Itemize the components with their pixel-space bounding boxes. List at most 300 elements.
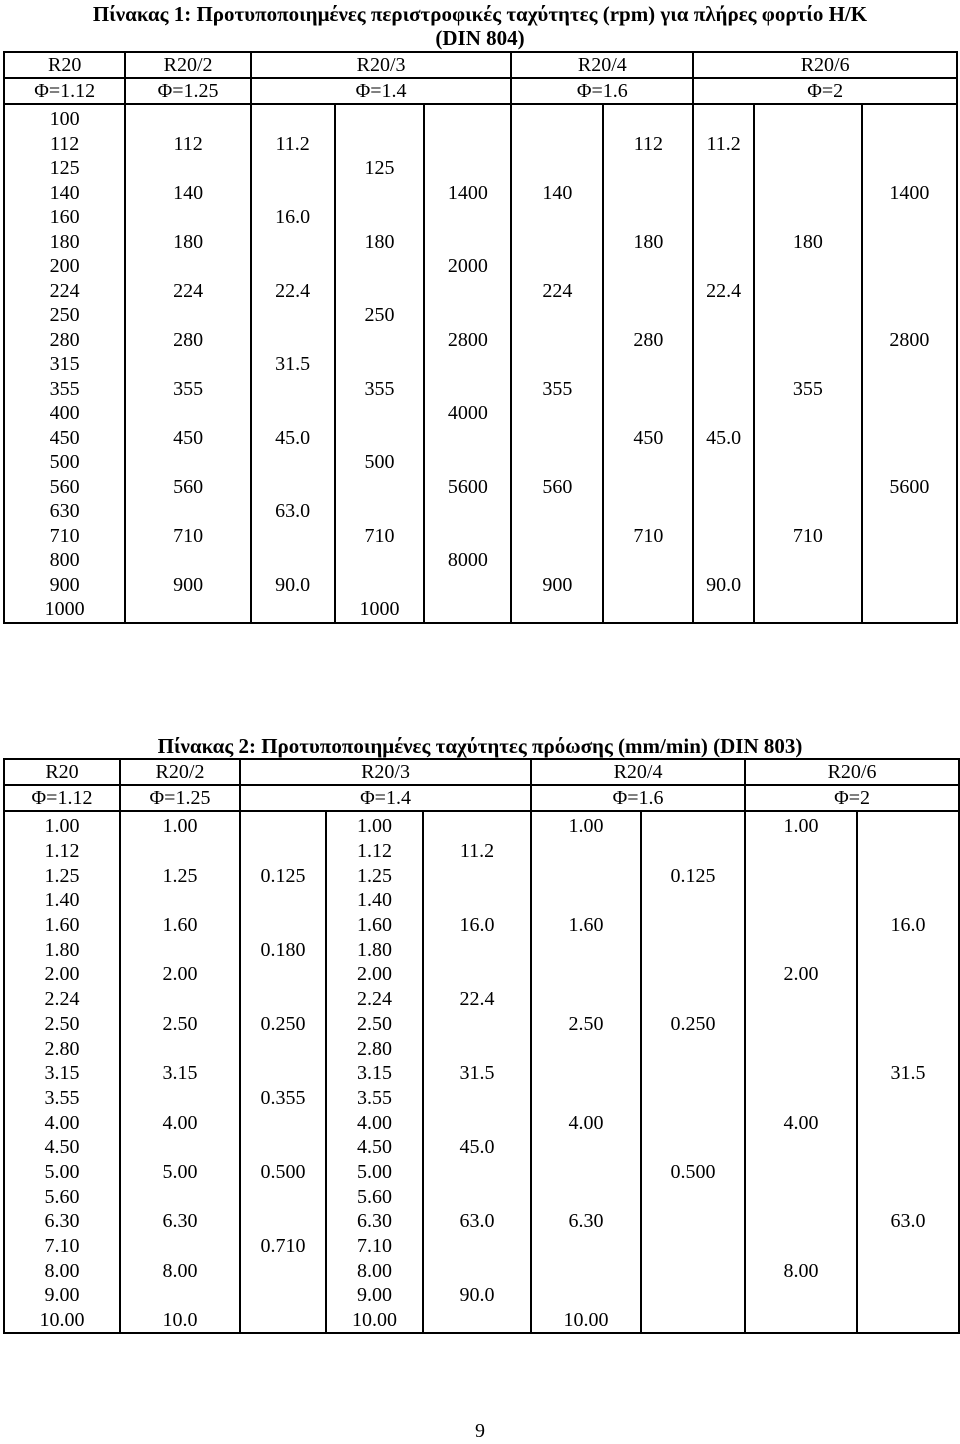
table-cell: [335, 573, 425, 598]
table-cell: [641, 1258, 745, 1283]
table-cell: [335, 205, 425, 230]
table-cell: [603, 548, 693, 573]
table-cell: [335, 104, 425, 132]
table-cell: [125, 597, 251, 623]
table-cell: 22.4: [423, 987, 531, 1012]
table-cell: [423, 863, 531, 888]
table-cell: [862, 104, 957, 132]
table-cell: [693, 475, 754, 500]
table-cell: [754, 104, 862, 132]
table-cell: 16.0: [423, 913, 531, 938]
table-cell: [754, 328, 862, 353]
ratio-header-cell: Φ=1.6: [531, 785, 745, 811]
table-cell: [120, 1135, 240, 1160]
table-cell: 355: [511, 377, 603, 402]
series-header-cell: R20/6: [693, 52, 957, 78]
table-cell: [862, 156, 957, 181]
table-cell: [251, 104, 335, 132]
table-row: [4, 1308, 959, 1334]
table-row: [4, 279, 957, 304]
table-cell: 3.55: [326, 1086, 423, 1111]
table-cell: [693, 328, 754, 353]
table-row: [4, 1135, 959, 1160]
table-cell: [693, 303, 754, 328]
table-cell: [511, 426, 603, 451]
table-cell: [423, 962, 531, 987]
table-cell: 1400: [862, 181, 957, 206]
table-cell: [603, 377, 693, 402]
table-cell: [641, 1036, 745, 1061]
table-cell: [240, 1308, 326, 1334]
table-row: [4, 1036, 959, 1061]
table-cell: [240, 888, 326, 913]
table-cell: [423, 1258, 531, 1283]
table-cell: 0.500: [240, 1160, 326, 1185]
table-cell: [511, 254, 603, 279]
table-cell: [754, 426, 862, 451]
table-cell: 180: [335, 230, 425, 255]
series-header-cell: R20/6: [745, 759, 959, 785]
table-cell: [862, 573, 957, 598]
table-cell: [857, 863, 959, 888]
table-cell: [754, 548, 862, 573]
table-cell: [511, 548, 603, 573]
table-cell: [754, 132, 862, 157]
table-cell: [335, 132, 425, 157]
table-cell: 90.0: [693, 573, 754, 598]
table-cell: [641, 888, 745, 913]
table-cell: 4.00: [745, 1110, 857, 1135]
table-cell: 355: [335, 377, 425, 402]
table-cell: [754, 573, 862, 598]
table-cell: 500: [4, 450, 125, 475]
table-row: [4, 1234, 959, 1259]
table-cell: 16.0: [251, 205, 335, 230]
table-cell: 22.4: [251, 279, 335, 304]
table-cell: 2.80: [4, 1036, 120, 1061]
table-cell: [745, 1036, 857, 1061]
ratio-header-cell: Φ=2: [745, 785, 959, 811]
table1-title: [0, 2, 960, 50]
table-cell: 560: [125, 475, 251, 500]
table-cell: 180: [603, 230, 693, 255]
table-row: [4, 156, 957, 181]
table-cell: 6.30: [4, 1209, 120, 1234]
table-cell: [251, 303, 335, 328]
table-cell: [423, 811, 531, 839]
table-cell: 710: [4, 524, 125, 549]
table-cell: [424, 450, 511, 475]
table-cell: 900: [4, 573, 125, 598]
table-cell: 31.5: [857, 1061, 959, 1086]
table-cell: 2.50: [120, 1012, 240, 1037]
table-cell: [641, 1135, 745, 1160]
table-cell: 4.00: [4, 1110, 120, 1135]
table-cell: [511, 352, 603, 377]
table-row: [4, 1086, 959, 1111]
table-cell: [641, 811, 745, 839]
table-cell: [424, 573, 511, 598]
table-cell: [693, 499, 754, 524]
table-cell: [862, 303, 957, 328]
table-cell: [251, 230, 335, 255]
table-cell: [862, 279, 957, 304]
table-cell: [531, 1258, 641, 1283]
series-header-cell: R20: [4, 52, 125, 78]
table-cell: [335, 254, 425, 279]
table-cell: [745, 937, 857, 962]
table-cell: [511, 597, 603, 623]
table-row: [4, 937, 959, 962]
table-cell: 2800: [424, 328, 511, 353]
table-row: [4, 475, 957, 500]
table-cell: [693, 205, 754, 230]
table-cell: 45.0: [251, 426, 335, 451]
table-row: [4, 499, 957, 524]
table-cell: [335, 499, 425, 524]
table-cell: [745, 1308, 857, 1334]
table-cell: [603, 450, 693, 475]
series-header-row: [4, 52, 957, 78]
table-cell: [125, 352, 251, 377]
table-cell: [240, 1061, 326, 1086]
table-cell: 3.15: [326, 1061, 423, 1086]
table-cell: [857, 987, 959, 1012]
table-cell: [745, 1012, 857, 1037]
table-cell: [862, 205, 957, 230]
series-header-cell: R20: [4, 759, 120, 785]
table-cell: [862, 597, 957, 623]
table-cell: 180: [754, 230, 862, 255]
table-cell: 10.0: [120, 1308, 240, 1334]
table-cell: [603, 279, 693, 304]
table-cell: [335, 352, 425, 377]
series-header-cell: R20/4: [511, 52, 693, 78]
table-row: [4, 450, 957, 475]
table-cell: 160: [4, 205, 125, 230]
table-cell: [693, 450, 754, 475]
table-cell: [641, 1110, 745, 1135]
table-cell: 5.00: [120, 1160, 240, 1185]
table-row: [4, 987, 959, 1012]
table-cell: 1.00: [531, 811, 641, 839]
table-cell: 1.12: [326, 839, 423, 864]
table-cell: 63.0: [857, 1209, 959, 1234]
table-cell: [603, 475, 693, 500]
table-cell: [862, 230, 957, 255]
table2-title: Πίνακας 2: Προτυποποιημένες ταχύτητες πρόωσης (mm/min) (DIN 803): [157, 734, 803, 758]
table-cell: [335, 181, 425, 206]
table-cell: 2.00: [745, 962, 857, 987]
table-cell: 224: [511, 279, 603, 304]
table-cell: [424, 132, 511, 157]
table-cell: [424, 377, 511, 402]
table-row: [4, 1258, 959, 1283]
table-cell: [857, 1012, 959, 1037]
table-cell: [693, 548, 754, 573]
table-cell: 90.0: [423, 1283, 531, 1308]
table-row: [4, 573, 957, 598]
table-cell: [240, 1135, 326, 1160]
table-cell: [641, 1184, 745, 1209]
table-cell: [754, 499, 862, 524]
table-cell: 0.125: [641, 863, 745, 888]
table-cell: 1.60: [120, 913, 240, 938]
feed-table: [3, 758, 960, 1334]
table-cell: [603, 499, 693, 524]
table-cell: [531, 839, 641, 864]
table-cell: [511, 132, 603, 157]
table-cell: 355: [125, 377, 251, 402]
table-row: [4, 597, 957, 623]
table-cell: [125, 499, 251, 524]
table-cell: 6.30: [531, 1209, 641, 1234]
table-cell: 6.30: [326, 1209, 423, 1234]
table-cell: [240, 987, 326, 1012]
table-cell: 1.60: [326, 913, 423, 938]
table-cell: 450: [603, 426, 693, 451]
table-cell: 1.40: [326, 888, 423, 913]
table-cell: 5600: [862, 475, 957, 500]
table-cell: [857, 839, 959, 864]
table-cell: 5600: [424, 475, 511, 500]
table-cell: 630: [4, 499, 125, 524]
table-cell: [862, 548, 957, 573]
table-cell: 9.00: [4, 1283, 120, 1308]
table-row: [4, 230, 957, 255]
table-cell: [424, 499, 511, 524]
table-row: [4, 401, 957, 426]
table-cell: [251, 156, 335, 181]
table-cell: 355: [4, 377, 125, 402]
table-cell: [423, 1234, 531, 1259]
table-cell: 8000: [424, 548, 511, 573]
table-cell: 2.50: [531, 1012, 641, 1037]
table-cell: [857, 937, 959, 962]
table-cell: [125, 450, 251, 475]
table-cell: [240, 962, 326, 987]
table-cell: [603, 254, 693, 279]
table-cell: 1000: [4, 597, 125, 623]
ratio-header-cell: Φ=1.25: [125, 78, 251, 104]
table-cell: 3.15: [120, 1061, 240, 1086]
table-cell: [240, 1258, 326, 1283]
table-cell: 2000: [424, 254, 511, 279]
table-cell: 1.00: [120, 811, 240, 839]
table-cell: [251, 254, 335, 279]
table-cell: [251, 328, 335, 353]
table-cell: [603, 573, 693, 598]
table-cell: [531, 1036, 641, 1061]
table-cell: 125: [4, 156, 125, 181]
table-cell: 140: [125, 181, 251, 206]
table-cell: 45.0: [423, 1135, 531, 1160]
table-cell: [745, 913, 857, 938]
table-cell: [511, 499, 603, 524]
table-cell: 100: [4, 104, 125, 132]
table-cell: [423, 888, 531, 913]
table-cell: [857, 1036, 959, 1061]
page-number: 9: [475, 1420, 485, 1442]
table-cell: [531, 1283, 641, 1308]
table-cell: 500: [335, 450, 425, 475]
ratio-header-cell: Φ=1.25: [120, 785, 240, 811]
table-cell: 1.60: [4, 913, 120, 938]
series-header-cell: R20/2: [120, 759, 240, 785]
table-cell: 250: [4, 303, 125, 328]
ratio-header-cell: Φ=1.12: [4, 785, 120, 811]
table-cell: [125, 401, 251, 426]
table-cell: [511, 104, 603, 132]
table-cell: [693, 377, 754, 402]
table-cell: 900: [125, 573, 251, 598]
table-cell: [603, 597, 693, 623]
table-cell: 0.125: [240, 863, 326, 888]
table-cell: [240, 913, 326, 938]
table-cell: 7.10: [4, 1234, 120, 1259]
table-cell: [745, 1086, 857, 1111]
table-cell: [745, 839, 857, 864]
table-cell: [857, 1308, 959, 1334]
table-cell: [423, 1308, 531, 1334]
table-cell: [120, 1234, 240, 1259]
table-cell: [120, 1283, 240, 1308]
table-cell: [240, 811, 326, 839]
table-row: [4, 254, 957, 279]
table-cell: [862, 499, 957, 524]
table-cell: 4.00: [120, 1110, 240, 1135]
ratio-header-cell: Φ=1.4: [240, 785, 531, 811]
table-cell: 125: [335, 156, 425, 181]
table-cell: [424, 303, 511, 328]
table-row: [4, 1209, 959, 1234]
table-cell: [120, 937, 240, 962]
table-cell: [120, 839, 240, 864]
table-cell: [511, 156, 603, 181]
table-cell: 2.00: [120, 962, 240, 987]
table-cell: 63.0: [423, 1209, 531, 1234]
table-row: [4, 913, 959, 938]
table-cell: [251, 401, 335, 426]
table-cell: [423, 1012, 531, 1037]
table-cell: 1.25: [120, 863, 240, 888]
table-cell: 0.500: [641, 1160, 745, 1185]
table-cell: 8.00: [4, 1258, 120, 1283]
table-cell: 355: [754, 377, 862, 402]
table-cell: 4.50: [4, 1135, 120, 1160]
table-cell: 1.25: [4, 863, 120, 888]
table-cell: [511, 328, 603, 353]
table-cell: [745, 1234, 857, 1259]
table-cell: [745, 1061, 857, 1086]
table-cell: [240, 1209, 326, 1234]
table-row: [4, 181, 957, 206]
table-cell: 0.180: [240, 937, 326, 962]
table-cell: [335, 475, 425, 500]
table-cell: 4.50: [326, 1135, 423, 1160]
table-cell: [754, 156, 862, 181]
table-cell: [424, 352, 511, 377]
table-cell: 140: [511, 181, 603, 206]
table-cell: [857, 962, 959, 987]
table-cell: [240, 1283, 326, 1308]
table-cell: [857, 1258, 959, 1283]
table-cell: [603, 401, 693, 426]
table-cell: [862, 426, 957, 451]
table-cell: [120, 1184, 240, 1209]
table-cell: 10.00: [4, 1308, 120, 1334]
table-cell: [335, 426, 425, 451]
table-cell: 224: [125, 279, 251, 304]
table-cell: [240, 1184, 326, 1209]
table-row: [4, 1283, 959, 1308]
table-cell: [531, 1160, 641, 1185]
table-cell: [531, 1086, 641, 1111]
table-cell: [745, 1283, 857, 1308]
table-cell: [745, 1209, 857, 1234]
table-cell: [641, 1283, 745, 1308]
table-cell: [862, 401, 957, 426]
table-cell: 900: [511, 573, 603, 598]
table-cell: 63.0: [251, 499, 335, 524]
table-row: [4, 839, 959, 864]
table-cell: 10.00: [326, 1308, 423, 1334]
table-cell: [531, 937, 641, 962]
table-cell: [120, 987, 240, 1012]
table-cell: 800: [4, 548, 125, 573]
ratio-header-cell: Φ=1.6: [511, 78, 693, 104]
table-cell: [857, 1160, 959, 1185]
table-cell: 5.00: [326, 1160, 423, 1185]
table-cell: [511, 230, 603, 255]
table-cell: [857, 1234, 959, 1259]
table-cell: [251, 181, 335, 206]
table-cell: [857, 1135, 959, 1160]
table-cell: [251, 597, 335, 623]
table-cell: 2800: [862, 328, 957, 353]
table-cell: 1400: [424, 181, 511, 206]
table-row: [4, 426, 957, 451]
table-cell: [531, 863, 641, 888]
table-cell: [857, 1086, 959, 1111]
table-cell: 7.10: [326, 1234, 423, 1259]
table-cell: 710: [603, 524, 693, 549]
table-cell: 710: [754, 524, 862, 549]
table-row: [4, 303, 957, 328]
table-cell: 2.80: [326, 1036, 423, 1061]
table-cell: [335, 328, 425, 353]
table-cell: 0.355: [240, 1086, 326, 1111]
table-cell: 1.00: [326, 811, 423, 839]
table-cell: 0.250: [240, 1012, 326, 1037]
table-cell: [754, 450, 862, 475]
table-row: [4, 352, 957, 377]
table-cell: [745, 1184, 857, 1209]
table-cell: 4.00: [531, 1110, 641, 1135]
table-cell: [641, 913, 745, 938]
table-cell: 2.00: [4, 962, 120, 987]
table-cell: 112: [125, 132, 251, 157]
table-row: [4, 1184, 959, 1209]
table-cell: [511, 401, 603, 426]
table-cell: 0.710: [240, 1234, 326, 1259]
table-cell: [531, 1061, 641, 1086]
table-cell: [240, 1036, 326, 1061]
table-cell: [424, 597, 511, 623]
ratio-header-cell: Φ=2: [693, 78, 957, 104]
table-cell: [603, 104, 693, 132]
ratio-header-cell: Φ=1.12: [4, 78, 125, 104]
